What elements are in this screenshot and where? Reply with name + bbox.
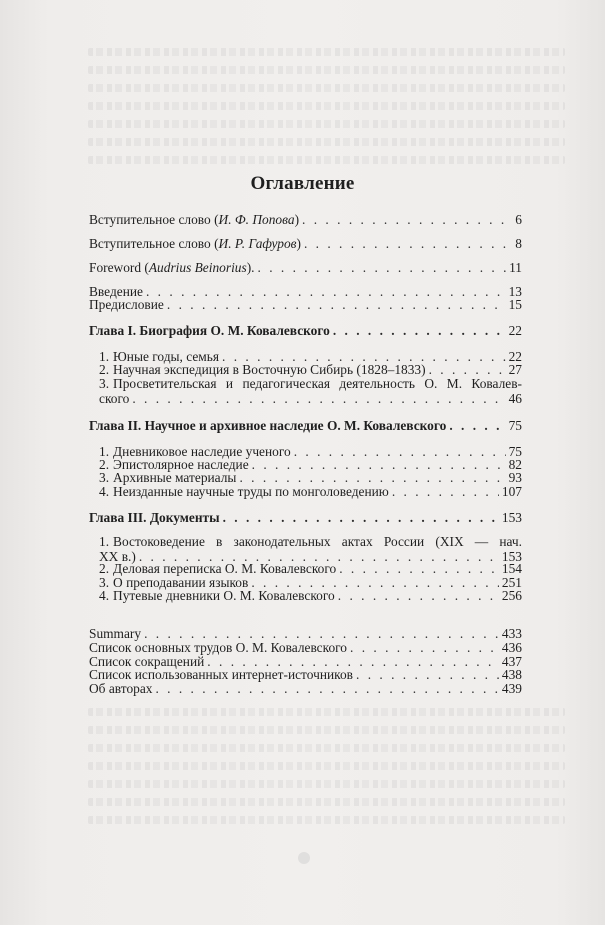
toc-page-number: 107 — [501, 484, 522, 499]
bleed-through-mark — [298, 852, 310, 864]
toc-entry-first-line — [99, 534, 522, 549]
toc-leader-dots — [144, 626, 499, 641]
toc-entry-text: Список основных трудов О. М. Ковалевского — [89, 640, 348, 655]
toc-entry-text: Глава III. Документы — [89, 510, 220, 525]
toc-entry-text: Архивные материалы — [113, 470, 237, 485]
toc-page-number: 437 — [501, 654, 522, 669]
toc-entry-row — [99, 470, 522, 485]
toc-leader-dots — [239, 470, 505, 485]
toc-entry-text: Глава II. Научное и архивное наследие О. М. Ковалевского — [89, 418, 447, 433]
toc-page-number: 27 — [508, 362, 522, 377]
toc-entry-text: Путевые дневники О. М. Ковалевского — [113, 588, 335, 603]
toc-entry-title — [99, 484, 389, 499]
toc-entry[interactable] — [89, 484, 522, 499]
toc-leader-dots — [350, 640, 499, 655]
toc-entry[interactable] — [89, 667, 522, 682]
toc-leader-dots — [304, 236, 512, 251]
toc-entry-title — [89, 510, 220, 525]
toc-entry-title — [89, 260, 255, 275]
toc-page-number: 11 — [509, 260, 522, 275]
toc-entry-text: Summary — [89, 626, 142, 641]
toc-page-number: 153 — [501, 549, 522, 564]
toc-entry-text: Список сокращений — [89, 654, 205, 669]
toc-page-number: 438 — [501, 667, 522, 682]
bleed-through-line — [88, 744, 565, 752]
toc-leader-dots — [167, 297, 506, 312]
toc-entry-row — [89, 323, 522, 338]
toc-entry-number: 2. — [99, 457, 110, 472]
toc-entry[interactable] — [89, 323, 522, 338]
bleed-through-line — [88, 798, 565, 806]
toc-entry[interactable] — [89, 418, 522, 433]
toc-entry-closing: ) — [294, 212, 300, 227]
toc-entry-number: 2. — [99, 561, 110, 576]
toc-page-number: 439 — [501, 681, 522, 696]
toc-entry-text: Научная экспедиция в Восточную Сибирь (1828–1833) — [113, 362, 426, 377]
toc-entry-row — [99, 588, 522, 603]
toc-page-number: 13 — [508, 284, 522, 299]
toc-entry[interactable] — [89, 236, 522, 251]
toc-entry-row — [99, 362, 522, 377]
toc-entry-title — [89, 681, 152, 696]
toc-leader-dots — [155, 681, 498, 696]
toc-entry-first-line — [99, 376, 522, 391]
toc-entry[interactable] — [89, 588, 522, 603]
toc-page-number: 15 — [508, 297, 522, 312]
toc-entry-number: 1. — [99, 349, 110, 364]
toc-entry-text: XX в.) — [99, 549, 136, 564]
toc-page-number: 75 — [508, 418, 522, 433]
toc-entry-title — [89, 626, 141, 641]
toc-page-number: 436 — [501, 640, 522, 655]
toc-entry[interactable] — [89, 376, 522, 406]
toc-page-number: 8 — [515, 236, 522, 251]
toc-entry-text: Просветительская и педагогическая деятельность О. М. Ковалев- — [113, 376, 522, 391]
bleed-through-line — [88, 816, 565, 824]
toc-entry-row — [99, 561, 522, 576]
toc-leader-dots — [339, 561, 499, 576]
toc-entry-title — [99, 470, 236, 485]
toc-leader-dots — [333, 323, 506, 338]
toc-entry-number: 3. — [99, 470, 110, 485]
toc-entry-text: Неизданные научные труды по монголоведению — [113, 484, 389, 499]
toc-entry-number: 1. — [99, 534, 110, 549]
toc-entry-title — [89, 323, 330, 338]
toc-entry-row — [89, 260, 522, 275]
toc-entry-text: Дневниковое наследие ученого — [113, 444, 291, 459]
bleed-through-line — [88, 138, 565, 146]
toc-entry-closing: ). — [246, 260, 255, 275]
toc-entry[interactable] — [89, 510, 522, 525]
toc-entry-text: ского — [99, 391, 130, 406]
toc-entry[interactable] — [89, 681, 522, 696]
toc-entry-row — [89, 212, 522, 227]
toc-entry-title — [89, 640, 347, 655]
toc-entry-text: Об авторах — [89, 681, 153, 696]
toc-entry-text: Эпистолярное наследие — [113, 457, 249, 472]
toc-entry[interactable] — [89, 640, 522, 655]
toc-entry-title — [89, 212, 299, 227]
toc-leader-dots — [449, 418, 505, 433]
bleed-through-line — [88, 708, 565, 716]
toc-entry-row — [89, 640, 522, 655]
toc-leader-dots — [429, 362, 506, 377]
toc-entry-number: 3. — [99, 376, 110, 391]
toc-page-number: 93 — [508, 470, 522, 485]
toc-entry[interactable] — [89, 561, 522, 576]
toc-entry-number: 3. — [99, 575, 110, 590]
toc-entry[interactable] — [89, 470, 522, 485]
toc-entry-number: 1. — [99, 444, 110, 459]
toc-entry-number: 4. — [99, 588, 110, 603]
toc-entry-row — [89, 510, 522, 525]
toc-leader-dots — [302, 212, 512, 227]
toc-entry-closing: ) — [296, 236, 301, 251]
toc-entry-row — [89, 667, 522, 682]
toc-entry-author: Audrius Beinorius — [148, 260, 247, 275]
toc-entry-text: Список использованных интернет-источников — [89, 667, 353, 682]
toc-entry-title — [89, 667, 353, 682]
toc-page-number: 251 — [501, 575, 522, 590]
toc-entry[interactable] — [89, 260, 522, 275]
toc-entry[interactable] — [89, 297, 522, 312]
toc-entry[interactable] — [89, 626, 522, 641]
toc-page-number: 256 — [501, 588, 522, 603]
toc-entry-number: 4. — [99, 484, 110, 499]
toc-entry-row — [89, 681, 522, 696]
toc-entry-row — [89, 626, 522, 641]
toc-leader-dots — [258, 260, 507, 275]
bleed-through-line — [88, 102, 565, 110]
toc-entry[interactable] — [89, 212, 522, 227]
toc-entry-text: Предисловие — [89, 297, 164, 312]
toc-entry-number: 2. — [99, 362, 110, 377]
toc-entry-text: О преподавании языков — [113, 575, 249, 590]
toc-entry-text: Юные годы, семья — [113, 349, 220, 364]
bleed-through-line — [88, 48, 565, 56]
bleed-through-line — [88, 762, 565, 770]
toc-entry-text: Глава I. Биография О. М. Ковалевского — [89, 323, 330, 338]
bleed-through-line — [88, 84, 565, 92]
toc-entry-text: Введение — [89, 284, 143, 299]
toc-page-number: 22 — [508, 349, 522, 364]
toc-page-number: 433 — [501, 626, 522, 641]
toc-leader-dots — [338, 588, 499, 603]
toc-page-number: 6 — [515, 212, 522, 227]
toc-page-number: 46 — [508, 391, 522, 406]
bleed-through-line — [88, 120, 565, 128]
toc-entry-text: Foreword ( — [89, 260, 149, 275]
toc-entry-title — [89, 236, 301, 251]
bleed-through-line — [88, 156, 565, 164]
bleed-through-line — [88, 726, 565, 734]
toc-leader-dots — [223, 510, 499, 525]
toc-entry-text: Деловая переписка О. М. Ковалевского — [113, 561, 337, 576]
toc-entry-author: И. Р. Гафуров — [218, 236, 297, 251]
toc-page-number: 22 — [508, 323, 522, 338]
toc-entry[interactable] — [89, 362, 522, 377]
toc-entry-text: Вступительное слово ( — [89, 212, 219, 227]
toc-entry-title — [89, 297, 164, 312]
toc-entry-title — [89, 418, 446, 433]
toc-page-number: 153 — [501, 510, 522, 525]
toc-page-number: 82 — [508, 457, 522, 472]
toc-entry-row — [99, 391, 522, 406]
bleed-through-line — [88, 780, 565, 788]
toc-entry-title — [99, 391, 129, 406]
toc-entry-row — [99, 484, 522, 499]
toc-entry-text: Вступительное слово ( — [89, 236, 219, 251]
toc-entry-row — [89, 297, 522, 312]
toc-entry[interactable] — [89, 534, 522, 564]
toc-page-number: 154 — [501, 561, 522, 576]
toc-entry-author: И. Ф. Попова — [218, 212, 295, 227]
toc-page-number: 75 — [508, 444, 522, 459]
toc-leader-dots — [392, 484, 499, 499]
toc-entry-title — [99, 561, 336, 576]
toc-leader-dots — [356, 667, 499, 682]
toc-entry-text: Востоковедение в законодательных актах России (XIX — нач. — [113, 534, 522, 549]
bleed-through-line — [88, 66, 565, 74]
page-title: Оглавление — [250, 173, 355, 194]
toc-entry-row — [89, 418, 522, 433]
toc-entry-title — [99, 588, 335, 603]
toc-entry-row — [89, 236, 522, 251]
toc-entry-title — [99, 362, 426, 377]
toc-leader-dots — [132, 391, 505, 406]
